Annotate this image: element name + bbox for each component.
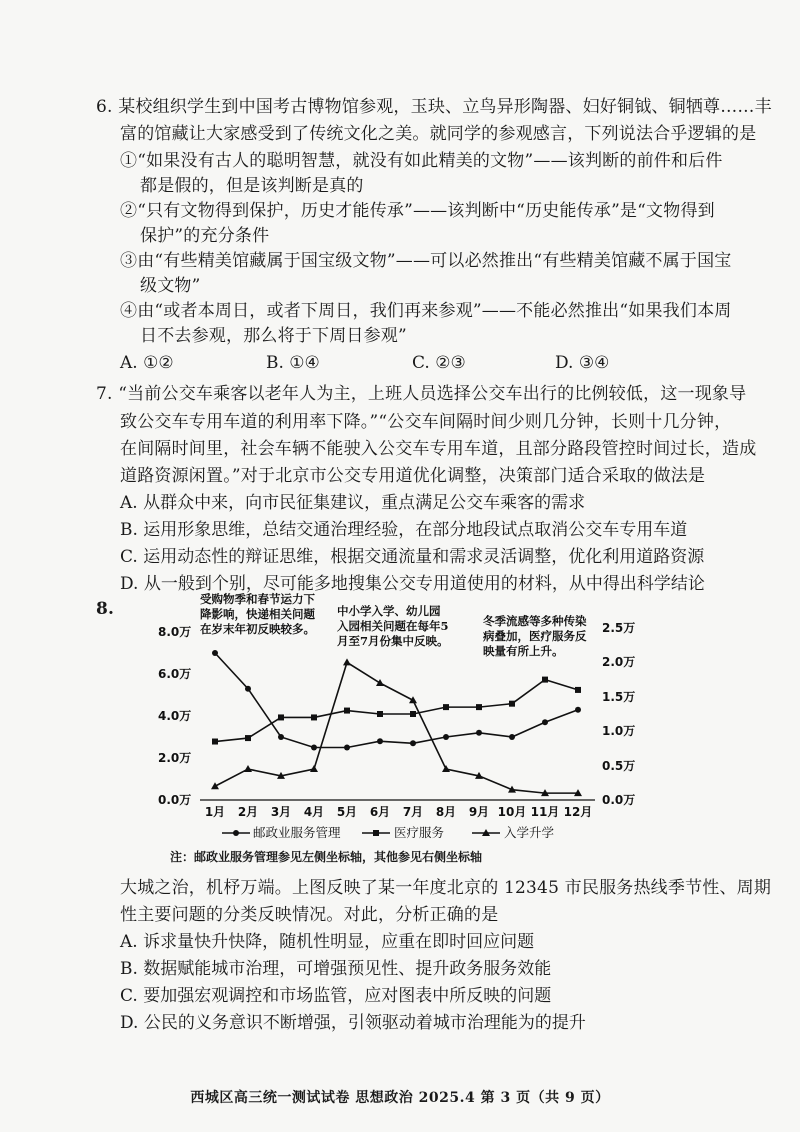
q6-item2-line1: ②“只有文物得到保护，历史才能传承”——该判断中“历史能传承”是“文物得到 — [120, 201, 715, 221]
annotation-medical-l2: 病叠加，医疗服务反 — [483, 629, 587, 643]
annotation-postal-l3: 在岁末年初反映较多。 — [200, 622, 315, 636]
q6-item1-line2: 都是假的，但是该判断是真的 — [140, 176, 364, 196]
x-tick-label: 2月 — [237, 805, 259, 819]
data-point-circle — [410, 740, 416, 746]
annotation-postal-l1: 受购物季和春节运力下 — [200, 592, 315, 606]
legend-label-medical: 医疗服务 — [394, 825, 445, 840]
q8-option-b[interactable]: B. 数据赋能城市治理，可增强预见性、提升政务服务效能 — [120, 959, 552, 979]
q8-stem-line2: 性主要问题的分类反映情况。对此，分析正确的是 — [120, 905, 499, 925]
legend-label-school: 入学升学 — [504, 825, 555, 840]
data-point-square — [212, 739, 218, 745]
data-point-circle — [443, 734, 449, 740]
x-tick-label: 4月 — [303, 805, 325, 819]
data-point-square — [575, 687, 581, 693]
q6-item3-line2: 级文物” — [140, 276, 201, 296]
right-tick-05: 0.5万 — [602, 759, 636, 773]
data-point-circle — [278, 734, 284, 740]
q7-option-b[interactable]: B. 运用形象思维，总结交通治理经验，在部分地段试点取消公交车专用车道 — [120, 520, 688, 540]
data-point-triangle — [442, 765, 450, 772]
legend — [222, 825, 555, 840]
series-line-triangle — [215, 662, 578, 793]
right-tick-15: 1.5万 — [602, 690, 636, 704]
q7-stem-line2: 致公交车专用车道的利用率下降。”“公交车间隔时间少则几分钟，长则十几分钟， — [120, 412, 732, 432]
annotation-school-l1: 中小学入学、幼儿园 — [337, 604, 441, 618]
left-tick-8: 8.0万 — [158, 625, 192, 639]
data-point-circle — [542, 719, 548, 725]
legend-marker-postal — [233, 830, 239, 836]
annotation-medical-l1: 冬季流感等多种传染 — [483, 614, 587, 628]
data-point-square — [410, 711, 416, 717]
q7-option-c[interactable]: C. 运用动态性的辩证思维，根据交通流量和需求灵活调整，优化利用道路资源 — [120, 547, 705, 567]
data-point-circle — [245, 686, 251, 692]
q7-stem-line1: 7. “当前公交车乘客以老年人为主，上班人员选择公交车出行的比例较低，这一现象导 — [96, 384, 747, 404]
legend-label-postal: 邮政业服务管理 — [253, 825, 341, 840]
q7-option-a[interactable]: A. 从群众中来，向市民征集建议，重点满足公交车乘客的需求 — [120, 493, 586, 513]
hotline-line-chart — [150, 590, 636, 865]
data-point-square — [311, 714, 317, 720]
q6-option-d[interactable]: D. ③④ — [555, 353, 610, 373]
data-point-circle — [212, 650, 218, 656]
chart-note: 注：邮政业服务管理参见左侧坐标轴，其他参见右侧坐标轴 — [170, 850, 483, 864]
q8-stem-line1: 大城之治，机杼万端。上图反映了某一年度北京的 12345 市民服务热线季节性、周期 — [120, 878, 772, 898]
x-tick-labels — [205, 805, 593, 819]
data-point-circle — [476, 730, 482, 736]
left-tick-0: 0.0万 — [158, 793, 192, 807]
series-layer — [211, 650, 582, 796]
q7-option-d[interactable]: D. 从一般到个别，尽可能多地搜集公交专用道使用的材料，从中得出科学结论 — [120, 574, 705, 594]
right-tick-2: 2.0万 — [602, 655, 636, 669]
q6-stem-line2: 富的馆藏让大家感受到了传统文化之美。就同学的参观感言，下列说法合乎逻辑的是 — [120, 124, 757, 144]
data-point-triangle — [343, 658, 351, 665]
q6-item1-line1: ①“如果没有古人的聪明智慧，就没有如此精美的文物”——该判断的前件和后件 — [120, 151, 723, 171]
q8-number: 8. — [96, 599, 115, 619]
annotation-postal-l2: 降影响，快递相关问题 — [200, 607, 315, 621]
x-tick-label: 11月 — [530, 805, 560, 819]
data-point-square — [476, 704, 482, 710]
left-tick-4: 4.0万 — [158, 709, 192, 723]
right-tick-0: 0.0万 — [602, 793, 636, 807]
left-tick-2: 2.0万 — [158, 751, 192, 765]
q6-item3-line1: ③由“有些精美馆藏属于国宝级文物”——可以必然推出“有些精美馆藏不属于国宝 — [120, 251, 732, 271]
x-tick-label: 10月 — [497, 805, 527, 819]
data-point-square — [509, 701, 515, 707]
q8-option-a[interactable]: A. 诉求量快升快降，随机性明显，应重在即时回应问题 — [120, 932, 535, 952]
q6-option-b[interactable]: B. ①④ — [266, 353, 320, 373]
right-tick-1: 1.0万 — [602, 724, 636, 738]
x-tick-label: 6月 — [369, 805, 391, 819]
data-point-circle — [311, 745, 317, 751]
data-point-triangle — [376, 679, 384, 686]
x-tick-label: 7月 — [402, 805, 424, 819]
data-point-square — [344, 708, 350, 714]
data-point-triangle — [244, 765, 252, 772]
q6-stem-line1: 6. 某校组织学生到中国考古博物馆参观，玉玦、立鸟异形陶器、妇好铜钺、铜牺尊……丰 — [96, 97, 772, 117]
legend-marker-medical — [373, 830, 379, 836]
x-tick-label: 1月 — [204, 805, 226, 819]
data-point-square — [377, 711, 383, 717]
annotation-school-l3: 月至7月份集中反映。 — [337, 634, 449, 648]
data-point-circle — [575, 707, 581, 713]
left-tick-6: 6.0万 — [158, 667, 192, 681]
data-point-circle — [509, 734, 515, 740]
data-point-triangle — [409, 696, 417, 703]
q6-item4-line2: 日不去参观，那么将于下周日参观” — [140, 326, 407, 346]
q8-option-d[interactable]: D. 公民的义务意识不断增强，引领驱动着城市治理能为的提升 — [120, 1013, 586, 1033]
data-point-square — [443, 704, 449, 710]
x-tick-label: 5月 — [336, 805, 358, 819]
annotation-medical-l3: 映量有所上升。 — [483, 644, 564, 658]
data-point-triangle — [211, 782, 219, 789]
data-point-square — [245, 735, 251, 741]
data-point-square — [542, 677, 548, 683]
data-point-circle — [377, 738, 383, 744]
q6-item4-line1: ④由“或者本周日，或者下周日，我们再来参观”——不能必然推出“如果我们本周 — [120, 301, 732, 321]
x-tick-label: 8月 — [435, 805, 457, 819]
q7-stem-line3: 在间隔时间里，社会车辆不能驶入公交车专用车道，且部分路段管控时间过长，造成 — [120, 439, 757, 459]
q8-option-c[interactable]: C. 要加强宏观调控和市场监管，应对图表中所反映的问题 — [120, 986, 552, 1006]
series-line-circle — [215, 653, 578, 748]
x-tick-label: 9月 — [468, 805, 490, 819]
right-tick-25: 2.5万 — [602, 621, 636, 635]
x-tick-label: 3月 — [270, 805, 292, 819]
q6-option-a[interactable]: A. ①② — [120, 353, 174, 373]
data-point-triangle — [310, 765, 318, 772]
data-point-square — [278, 714, 284, 720]
q7-stem-line4: 道路资源闲置。”对于北京市公交专用道优化调整，决策部门适合采取的做法是 — [120, 466, 706, 486]
x-tick-label: 12月 — [563, 805, 593, 819]
data-point-circle — [344, 745, 350, 751]
q6-item2-line2: 保护”的充分条件 — [140, 226, 270, 246]
page-footer: 西城区高三统一测试试卷 思想政治 2025.4 第 3 页（共 9 页） — [190, 1090, 610, 1106]
q6-option-c[interactable]: C. ②③ — [412, 353, 466, 373]
annotation-school-l2: 入园相关问题在每年5 — [337, 619, 449, 633]
